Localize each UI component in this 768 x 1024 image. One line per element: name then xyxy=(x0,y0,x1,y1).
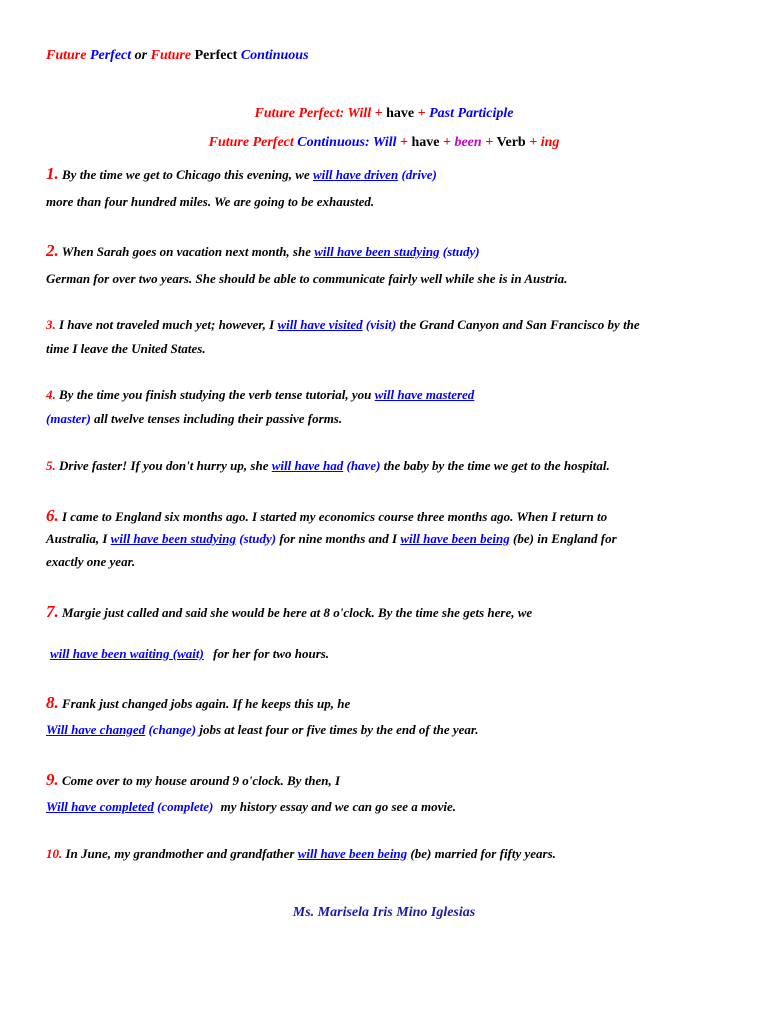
exercise-9-line-1: 9. Come over to my house around 9 o'clock. By then, I xyxy=(46,770,341,789)
exercise-7-line-1: 7. Margie just called and said she would be here at 8 o'clock. By the time she gets here, we xyxy=(46,602,533,621)
exercise-8-line-1: 8. Frank just changed jobs again. If he keeps this up, he xyxy=(46,693,351,712)
exercise-2-line-2: German for over two years. She should be able to communicate fairly well while she is in Austria. xyxy=(46,271,568,286)
exercise-5-line-1: 5. Drive faster! If you don't hurry up, she will have had (have) the baby by the time we get to the hospital. xyxy=(46,458,610,473)
exercise-4-line-1: 4. By the time you finish studying the verb tense tutorial, you will have mastered xyxy=(46,387,475,402)
answer-1: will have driven xyxy=(312,167,399,182)
exercise-6-line-1: 6. I came to England six months ago. I started my economics course three months ago. When I return to xyxy=(46,506,608,525)
exercise-1-line-1: 1. By the time we get to Chicago this evening, we will have driven (drive) xyxy=(46,164,437,183)
exercise-8-line-2: Will have changed (change) jobs at least four or five times by the end of the year. xyxy=(46,722,479,737)
exercise-7-line-2: will have been waiting (wait) for her for two hours. xyxy=(50,646,330,661)
exercise-6-line-2: Australia, I will have been studying (study) for nine months and I will have been being (be) in England for xyxy=(46,531,617,546)
exercise-2-line-1: 2. When Sarah goes on vacation next month, she will have been studying (study) xyxy=(46,241,480,260)
answer-2: will have been studying xyxy=(314,244,440,259)
author-signature: Ms. Marisela Iris Mino Iglesias xyxy=(292,905,476,920)
answer-9: Will have completed xyxy=(46,799,154,814)
formula-future-perfect: Future Perfect: Will + have + Past Participle xyxy=(254,106,514,121)
exercise-4-line-2: (master) all twelve tenses including their passive forms. xyxy=(46,411,343,426)
answer-3: will have visited xyxy=(277,317,363,332)
answer-7: will have been waiting (wait) xyxy=(50,646,204,661)
formula-future-perfect-continuous: Future Perfect Continuous: Will + have + been + Verb + ing xyxy=(208,135,560,150)
answer-6b: will have been being xyxy=(400,531,510,546)
answer-6a: will have been studying xyxy=(110,531,236,546)
page-title: Future Perfect or Future Perfect Continuous xyxy=(46,48,309,63)
answer-4: will have mastered xyxy=(374,387,475,402)
exercise-6-line-3: exactly one year. xyxy=(46,554,136,569)
exercise-10-line-1: 10. In June, my grandmother and grandfather will have been being (be) married for fifty years. xyxy=(46,846,556,861)
answer-5: will have had xyxy=(271,458,344,473)
exercise-3-line-2: time I leave the United States. xyxy=(46,341,206,356)
exercise-3-line-1: 3. I have not traveled much yet; however, I will have visited (visit) the Grand Canyon and San Francisco by the xyxy=(46,317,640,332)
exercise-9-line-2: Will have completed (complete) my history essay and we can go see a movie. xyxy=(46,799,457,814)
exercise-1-line-2: more than four hundred miles. We are going to be exhausted. xyxy=(46,194,375,209)
answer-8: Will have changed xyxy=(46,722,146,737)
answer-10: will have been being xyxy=(297,846,408,861)
